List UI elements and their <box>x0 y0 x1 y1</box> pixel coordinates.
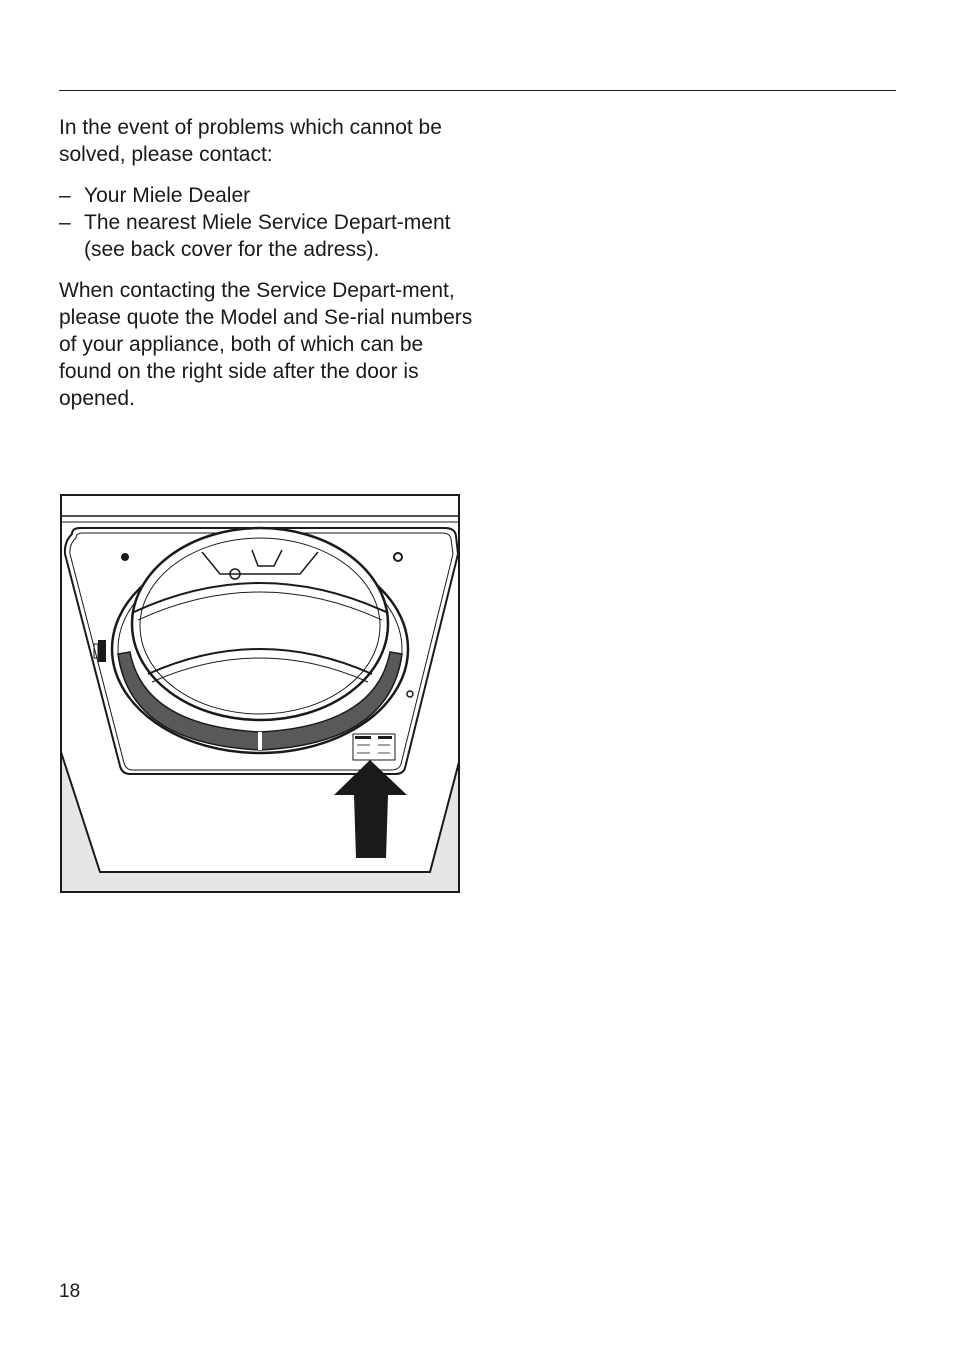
dash-bullet: – <box>59 211 71 234</box>
dryer-data-plate-illustration <box>60 494 460 893</box>
header-rule <box>59 90 896 91</box>
door-latch <box>98 640 106 662</box>
list-item-text: Your Miele Dealer <box>84 184 251 207</box>
contact-list <box>59 182 479 263</box>
dash-bullet: – <box>59 184 71 207</box>
drum <box>132 528 388 720</box>
list-item <box>59 182 479 209</box>
data-plate <box>353 734 395 760</box>
screw <box>121 553 129 561</box>
body-text-column <box>59 114 479 412</box>
list-item <box>59 209 479 263</box>
serial-number-paragraph: When contacting the Service Depart-ment, please quote the Model and Se-rial numbers of your appliance, both of which can be found on the right side after the door is opened. <box>59 279 473 410</box>
list-item-text: The nearest Miele Service Depart-ment (see back cover for the adress). <box>84 211 451 261</box>
intro-paragraph: In the event of problems which cannot be solved, please contact: <box>59 116 442 166</box>
page-number: 18 <box>59 1281 81 1302</box>
